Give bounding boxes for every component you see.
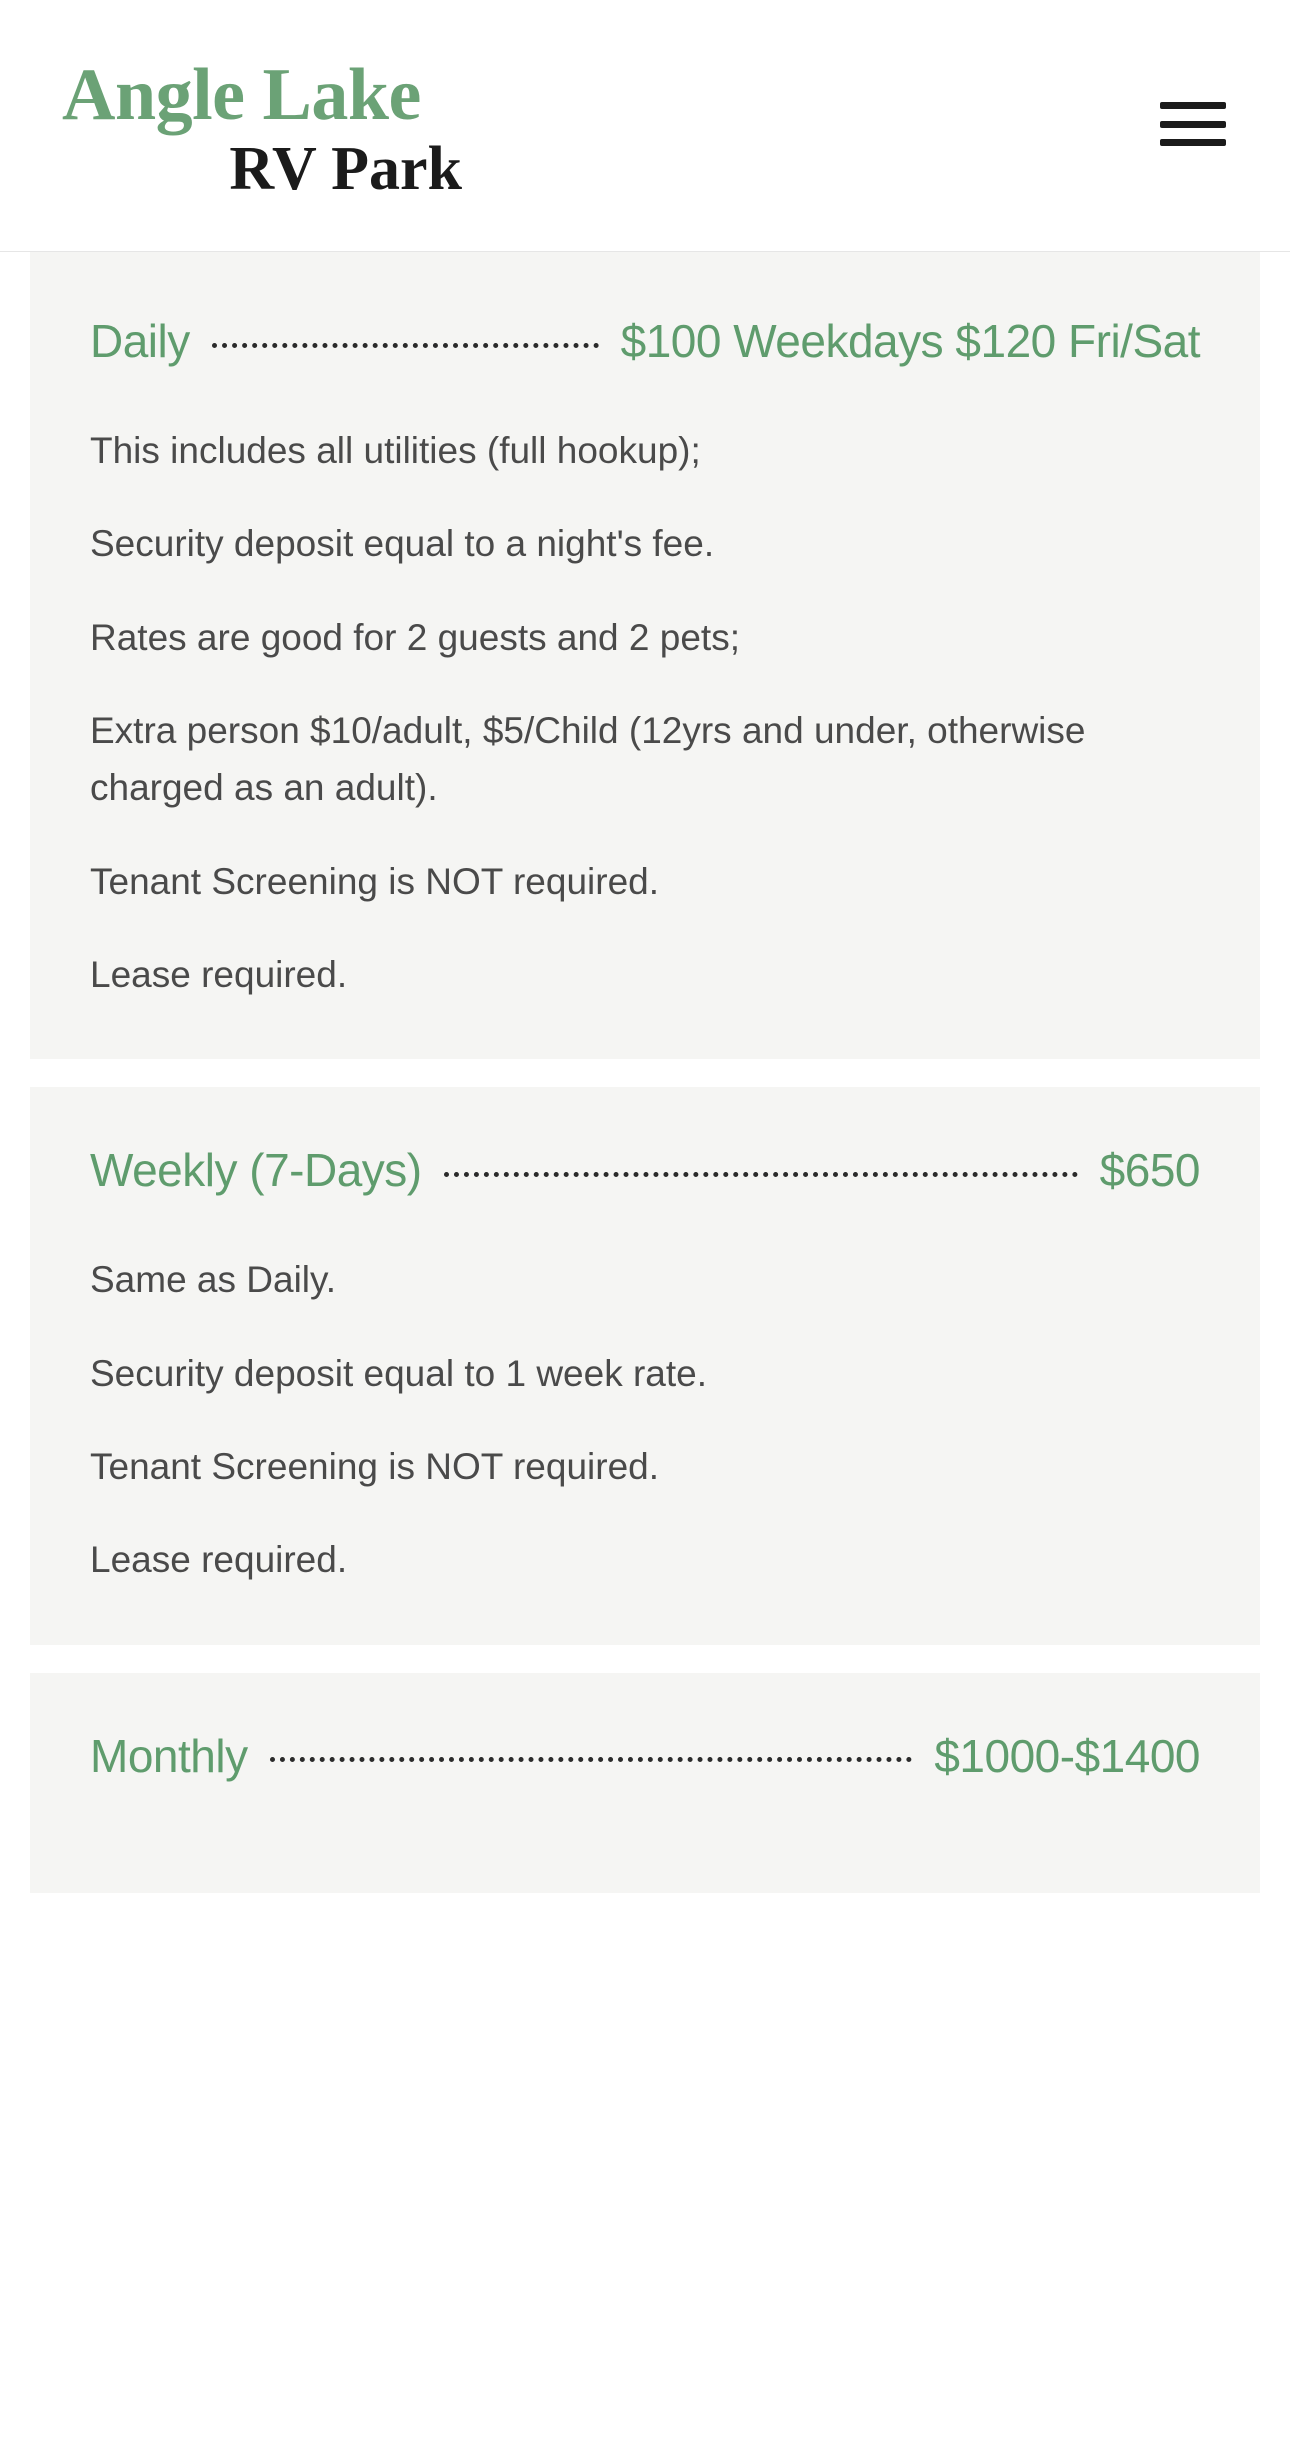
rate-card-daily [30, 252, 1260, 1059]
rate-detail-line: Security deposit equal to a night's fee. [90, 523, 715, 565]
rate-title: Weekly (7-Days) [90, 1144, 422, 1197]
dot-leader [444, 1172, 1078, 1177]
rate-price: $100 Weekdays $120 Fri/Sat [620, 315, 1200, 367]
rate-detail-line: Tenant Screening is NOT required. [90, 860, 660, 902]
rate-price: $650 [1099, 1144, 1200, 1197]
rate-detail-line: Lease required. [90, 954, 348, 996]
hamburger-bar-bottom [1160, 139, 1226, 146]
rate-price: $1000-$1400 [934, 1729, 1200, 1782]
logo-line-primary: Angle Lake [62, 54, 421, 136]
hamburger-menu-icon[interactable] [1160, 96, 1230, 152]
hamburger-bar-top [1160, 102, 1226, 109]
rate-header [90, 1729, 1200, 1783]
logo-line-secondary: RV Park [229, 135, 462, 203]
rate-header [90, 314, 1200, 368]
rate-detail-line: This includes all utilities (full hookup); [90, 430, 701, 471]
rate-detail-line: Lease required. [90, 1539, 348, 1581]
rate-title: Daily [90, 315, 190, 367]
rate-details [90, 422, 1200, 1003]
rate-card-weekly [30, 1087, 1260, 1644]
rate-detail-line: Same as Daily. [90, 1259, 337, 1301]
site-logo[interactable] [62, 54, 502, 203]
rate-title: Monthly [90, 1729, 248, 1782]
site-header [0, 0, 1290, 252]
rate-detail-line: Rates are good for 2 guests and 2 pets; [90, 616, 740, 658]
dot-leader [270, 1757, 913, 1762]
rate-card-monthly [30, 1673, 1260, 1893]
rates-list [0, 252, 1290, 1893]
dot-leader [212, 343, 599, 348]
rate-detail-line: Tenant Screening is NOT required. [90, 1446, 660, 1488]
rate-header [90, 1143, 1200, 1197]
hamburger-bar-middle [1160, 121, 1226, 128]
rate-detail-line: Security deposit equal to 1 week rate. [90, 1352, 708, 1394]
rate-detail-line: Extra person $10/adult, $5/Child (12yrs and under, otherwise charged as an adult). [90, 710, 1086, 809]
rate-details [90, 1251, 1200, 1588]
